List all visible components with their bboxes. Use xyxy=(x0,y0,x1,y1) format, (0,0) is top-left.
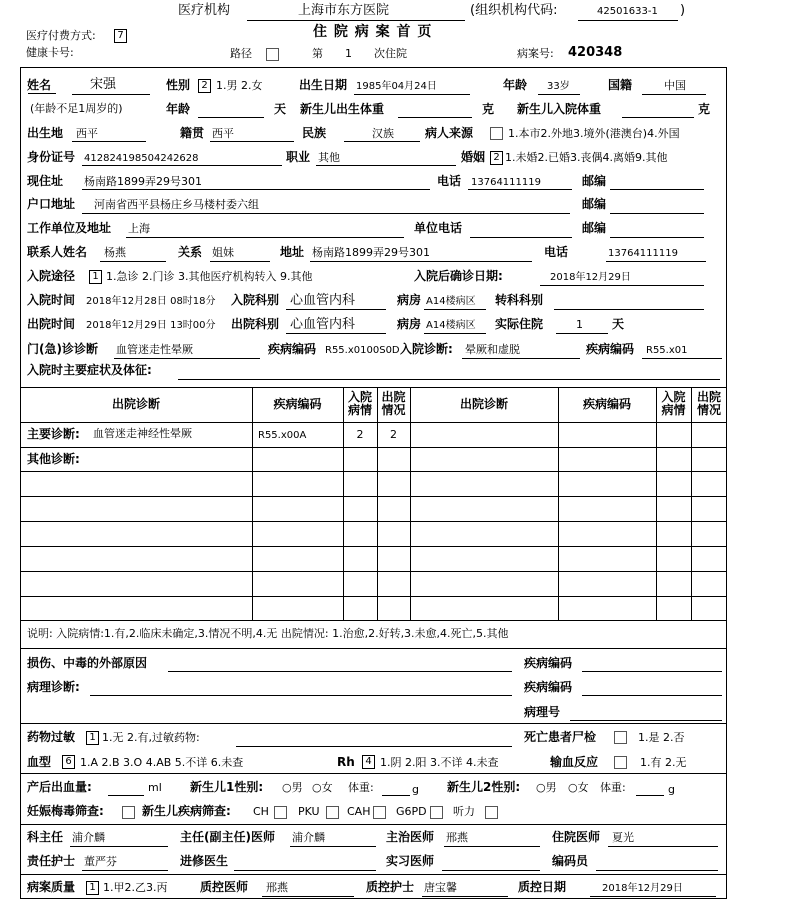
name-label: 姓名 xyxy=(27,78,52,92)
nb-weight-label: 新生儿出生体重 xyxy=(300,102,385,116)
gram-label-1: 克 xyxy=(482,102,495,116)
ward-label: 病房 xyxy=(397,293,422,307)
gram-label-2: 克 xyxy=(698,102,711,116)
out-time-label: 出院时间 xyxy=(27,317,76,331)
contact-label: 联系人姓名 xyxy=(27,245,88,259)
in-time: 2018年12月28日 08时18分 xyxy=(86,296,216,307)
rh-options: 1.阴 2.阳 3.不详 4.未查 xyxy=(380,756,499,769)
phone-label: 电话 xyxy=(437,174,462,188)
autopsy-checkbox[interactable] xyxy=(614,731,627,744)
zip3-label: 邮编 xyxy=(582,221,607,235)
autopsy-label: 死亡患者尸检 xyxy=(524,730,597,744)
screen-pku-label: PKU xyxy=(298,805,320,818)
relation-label: 关系 xyxy=(178,245,203,259)
syphilis-checkbox[interactable] xyxy=(122,806,135,819)
er-code: R55.x0100S0D xyxy=(325,345,400,356)
ward: A14楼病区 xyxy=(426,296,476,307)
contact-name: 杨燕 xyxy=(104,246,126,259)
nb2-weight-unit: g xyxy=(668,783,675,796)
main-diag-label: 主要诊断: xyxy=(27,427,80,441)
nurse-label: 责任护士 xyxy=(27,854,76,868)
chief-label: 主任(副主任)医师 xyxy=(180,830,275,844)
screen-g6pd-checkbox[interactable] xyxy=(430,806,443,819)
in-diag: 晕厥和虚脱 xyxy=(465,343,520,356)
work-phone-label: 单位电话 xyxy=(414,221,463,235)
stay-label: 实际住院 xyxy=(495,317,544,331)
autopsy-options: 1.是 2.否 xyxy=(638,731,685,744)
org-code-label: (组织机构代码: xyxy=(470,3,558,18)
transfer-label: 转科科别 xyxy=(495,293,544,307)
out-time: 2018年12月29日 13时00分 xyxy=(86,320,216,331)
job-label: 职业 xyxy=(286,150,311,164)
out-dept: 心血管内科 xyxy=(290,317,356,332)
resident-label: 住院医师 xyxy=(552,830,601,844)
resident: 夏光 xyxy=(612,831,634,844)
nb1-male-radio[interactable]: ○男 xyxy=(282,781,303,794)
main-diag: 血管迷走神经性晕厥 xyxy=(93,427,192,440)
stay-days: 1 xyxy=(576,318,583,331)
nb-screen-label: 新生儿疾病筛查: xyxy=(142,804,231,818)
screen-cah-checkbox[interactable] xyxy=(373,806,386,819)
bleed-unit: ml xyxy=(148,781,162,794)
qc-nurse-label: 质控护士 xyxy=(366,880,415,894)
rh-code-box[interactable]: 4 xyxy=(362,755,375,769)
marriage-code-box[interactable]: 2 xyxy=(490,151,503,165)
work-label: 工作单位及地址 xyxy=(27,221,112,235)
screen-hearing-checkbox[interactable] xyxy=(485,806,498,819)
org-code-close: ) xyxy=(680,3,686,18)
nb1-weight-unit: g xyxy=(412,783,419,796)
relation: 姐妹 xyxy=(212,246,234,259)
birthplace: 西平 xyxy=(76,127,98,140)
job: 其他 xyxy=(318,151,340,164)
th-out-condition-2: 出院 情况 xyxy=(696,390,721,417)
times-suffix: 次住院 xyxy=(374,47,407,60)
syphilis-screen-label: 妊娠梅毒筛查: xyxy=(27,804,104,818)
out-dept-label: 出院科别 xyxy=(231,317,280,331)
symptoms-label: 入院时主要症状及体征: xyxy=(27,363,152,377)
director: 浦介麟 xyxy=(72,831,105,844)
qc-date: 2018年12月29日 xyxy=(602,883,683,894)
nb2-male-radio[interactable]: ○男 xyxy=(536,781,557,794)
confirm-date-label: 入院后确诊日期: xyxy=(414,269,503,283)
director-label: 科主任 xyxy=(27,830,64,844)
intern-label: 实习医师 xyxy=(386,854,435,868)
phone: 13764111119 xyxy=(471,177,541,188)
qc-nurse: 唐宝馨 xyxy=(424,881,457,894)
attending: 邢燕 xyxy=(446,831,468,844)
er-diag-label: 门(急)诊诊断 xyxy=(27,342,98,356)
quality-code-box[interactable]: 1 xyxy=(86,881,99,895)
injury-cause-label: 损伤、中毒的外部原因 xyxy=(27,656,148,670)
birthplace-label: 出生地 xyxy=(27,126,64,140)
age-value: 33岁 xyxy=(547,81,570,92)
day-label: 天 xyxy=(274,102,287,116)
condition-note: 说明: 入院病情:1.有,2.临床未确定,3.情况不明,4.无 出院情况: 1.治愈,2.好转,3.未愈,4.死亡,5.其他 xyxy=(27,627,509,640)
transfusion-label: 输血反应 xyxy=(550,755,599,769)
er-code-label: 疾病编码 xyxy=(268,342,317,356)
ethnic-label: 民族 xyxy=(302,126,327,140)
address: 杨南路1899弄29号301 xyxy=(84,175,202,188)
sex-options: 1.男 2.女 xyxy=(216,79,263,92)
age-label: 年龄 xyxy=(503,78,528,92)
bleed-label: 产后出血量: xyxy=(27,780,92,794)
institution-label: 医疗机构 xyxy=(178,3,231,18)
confirm-date: 2018年12月29日 xyxy=(550,272,631,283)
path-label: 路径 xyxy=(230,47,252,60)
sex-code-box[interactable]: 2 xyxy=(198,79,211,93)
pay-label: 医疗付费方式: xyxy=(26,29,96,42)
route-options: 1.急诊 2.门诊 3.其他医疗机构转入 9.其他 xyxy=(106,270,313,283)
hukou-label: 户口地址 xyxy=(27,197,76,211)
source-label: 病人来源 xyxy=(425,126,474,140)
ward2-label: 病房 xyxy=(397,317,422,331)
other-diag-label: 其他诊断: xyxy=(27,452,80,466)
nb1-sex-label: 新生儿1性别: xyxy=(190,780,264,794)
record-no-label: 病案号: xyxy=(517,47,554,60)
hukou: 河南省西平县杨庄乡马楼村委六组 xyxy=(94,198,259,211)
transfusion-options: 1.有 2.无 xyxy=(640,756,687,769)
main-diag-in: 2 xyxy=(356,428,364,441)
route-label: 入院途径 xyxy=(27,269,76,283)
th-out-diagnosis: 出院诊断 xyxy=(111,397,160,411)
main-diag-code: R55.x00A xyxy=(258,430,307,441)
qc-date-label: 质控日期 xyxy=(518,880,567,894)
birth-label: 出生日期 xyxy=(299,78,348,92)
quality-label: 病案质量 xyxy=(27,880,76,894)
zip2-label: 邮编 xyxy=(582,197,607,211)
th-disease-code: 疾病编码 xyxy=(273,397,322,411)
infant-note: (年龄不足1周岁的) xyxy=(30,102,123,115)
address-label: 现住址 xyxy=(27,174,64,188)
er-diag: 血管迷走性晕厥 xyxy=(116,343,193,356)
contact-address: 杨南路1899弄29号301 xyxy=(312,246,430,259)
work: 上海 xyxy=(128,222,150,235)
th-in-condition: 入院 病情 xyxy=(347,390,372,417)
nb2-sex-label: 新生儿2性别: xyxy=(447,780,521,794)
pathology-label: 病理诊断: xyxy=(27,680,80,694)
stay-unit: 天 xyxy=(612,317,625,331)
nurse: 董严芬 xyxy=(84,855,117,868)
screen-ch-checkbox[interactable] xyxy=(274,806,287,819)
in-code: R55.x01 xyxy=(646,345,688,356)
nb1-male-label: 男 xyxy=(291,781,303,794)
allergy-code-box[interactable]: 1 xyxy=(86,731,99,745)
th-disease-code-2: 疾病编码 xyxy=(582,397,631,411)
marriage-label: 婚姻 xyxy=(461,150,486,164)
pay-code-box[interactable]: 7 xyxy=(114,29,127,43)
source-options: 1.本市2.外地3.境外(港澳台)4.外国 xyxy=(508,127,680,140)
contact-address-label: 地址 xyxy=(280,245,305,259)
patient-name: 宋强 xyxy=(90,77,117,92)
birth-date: 1985年04月24日 xyxy=(356,81,437,92)
injury-code-label: 疾病编码 xyxy=(524,656,573,670)
times-label: 第 xyxy=(312,47,323,60)
nb2-male-label: 男 xyxy=(545,781,557,794)
attending-label: 主治医师 xyxy=(386,830,435,844)
nb1-female-label: 女 xyxy=(321,781,333,794)
path-checkbox[interactable] xyxy=(266,48,279,61)
in-diag-label: 入院诊断: xyxy=(400,342,453,356)
page-title: 住 院 病 案 首 页 xyxy=(313,24,433,40)
route-code-box[interactable]: 1 xyxy=(89,270,102,284)
origin-label: 籍贯 xyxy=(180,126,205,140)
contact-phone: 13764111119 xyxy=(608,248,678,259)
in-code-label: 疾病编码 xyxy=(586,342,635,356)
th-out-condition: 出院 情况 xyxy=(381,390,406,417)
id-label: 身份证号 xyxy=(27,150,76,164)
trainee-label: 进修医生 xyxy=(180,854,229,868)
screen-cah-label: CAH xyxy=(347,805,371,818)
th-out-diagnosis-2: 出院诊断 xyxy=(459,397,508,411)
qc-doctor: 邢燕 xyxy=(266,881,288,894)
contact-phone-label: 电话 xyxy=(544,245,569,259)
nb2-weight-label: 体重: xyxy=(600,781,626,794)
coder-label: 编码员 xyxy=(552,854,589,868)
qc-doctor-label: 质控医师 xyxy=(200,880,249,894)
nation-value: 中国 xyxy=(664,79,686,92)
chief: 浦介麟 xyxy=(292,831,325,844)
ward2: A14楼病区 xyxy=(426,320,476,331)
nb-in-weight-label: 新生儿入院体重 xyxy=(517,102,602,116)
screen-g6pd-label: G6PD xyxy=(396,805,427,818)
allergy-options: 1.无 2.有,过敏药物: xyxy=(102,731,200,744)
record-frame xyxy=(20,67,727,899)
pathology-code-label: 疾病编码 xyxy=(524,680,573,694)
in-dept: 心血管内科 xyxy=(290,293,356,308)
in-dept-label: 入院科别 xyxy=(231,293,280,307)
zip-label: 邮编 xyxy=(582,174,607,188)
infant-age-label: 年龄 xyxy=(166,102,191,116)
admission-times: 1 xyxy=(345,47,352,60)
main-diag-out: 2 xyxy=(390,428,397,441)
blood-type-options: 1.A 2.B 3.O 4.AB 5.不详 6.未查 xyxy=(80,756,244,769)
marriage-options: 1.未婚2.已婚3.丧偶4.离婚9.其他 xyxy=(505,151,668,164)
health-card-label: 健康卡号: xyxy=(26,46,74,59)
nation-label: 国籍 xyxy=(608,78,633,92)
id-number: 412824198504242628 xyxy=(84,153,199,164)
sex-label: 性别 xyxy=(166,78,191,92)
rh-label: Rh xyxy=(337,755,355,769)
nb2-female-label: 女 xyxy=(577,781,589,794)
source-checkbox[interactable] xyxy=(490,127,503,140)
in-time-label: 入院时间 xyxy=(27,293,76,307)
th-in-condition-2: 入院 病情 xyxy=(661,390,686,417)
blood-type-box[interactable]: 6 xyxy=(62,755,75,769)
nb2-female-radio[interactable]: ○女 xyxy=(568,781,589,794)
record-no: 420348 xyxy=(568,45,623,60)
origin: 西平 xyxy=(212,127,234,140)
screen-ch-label: CH xyxy=(253,805,269,818)
ethnic: 汉族 xyxy=(372,127,394,140)
nb1-weight-label: 体重: xyxy=(348,781,374,794)
allergy-label: 药物过敏 xyxy=(27,730,76,744)
org-code: 42501633-1 xyxy=(597,6,658,17)
quality-options: 1.甲2.乙3.丙 xyxy=(103,881,168,894)
transfusion-checkbox[interactable] xyxy=(614,756,627,769)
screen-hearing-label: 听力 xyxy=(453,805,475,818)
pathology-no-label: 病理号 xyxy=(524,705,561,719)
screen-pku-checkbox[interactable] xyxy=(326,806,339,819)
nb1-female-radio[interactable]: ○女 xyxy=(312,781,333,794)
institution-name: 上海市东方医院 xyxy=(298,3,390,18)
blood-type-label: 血型 xyxy=(27,755,52,769)
